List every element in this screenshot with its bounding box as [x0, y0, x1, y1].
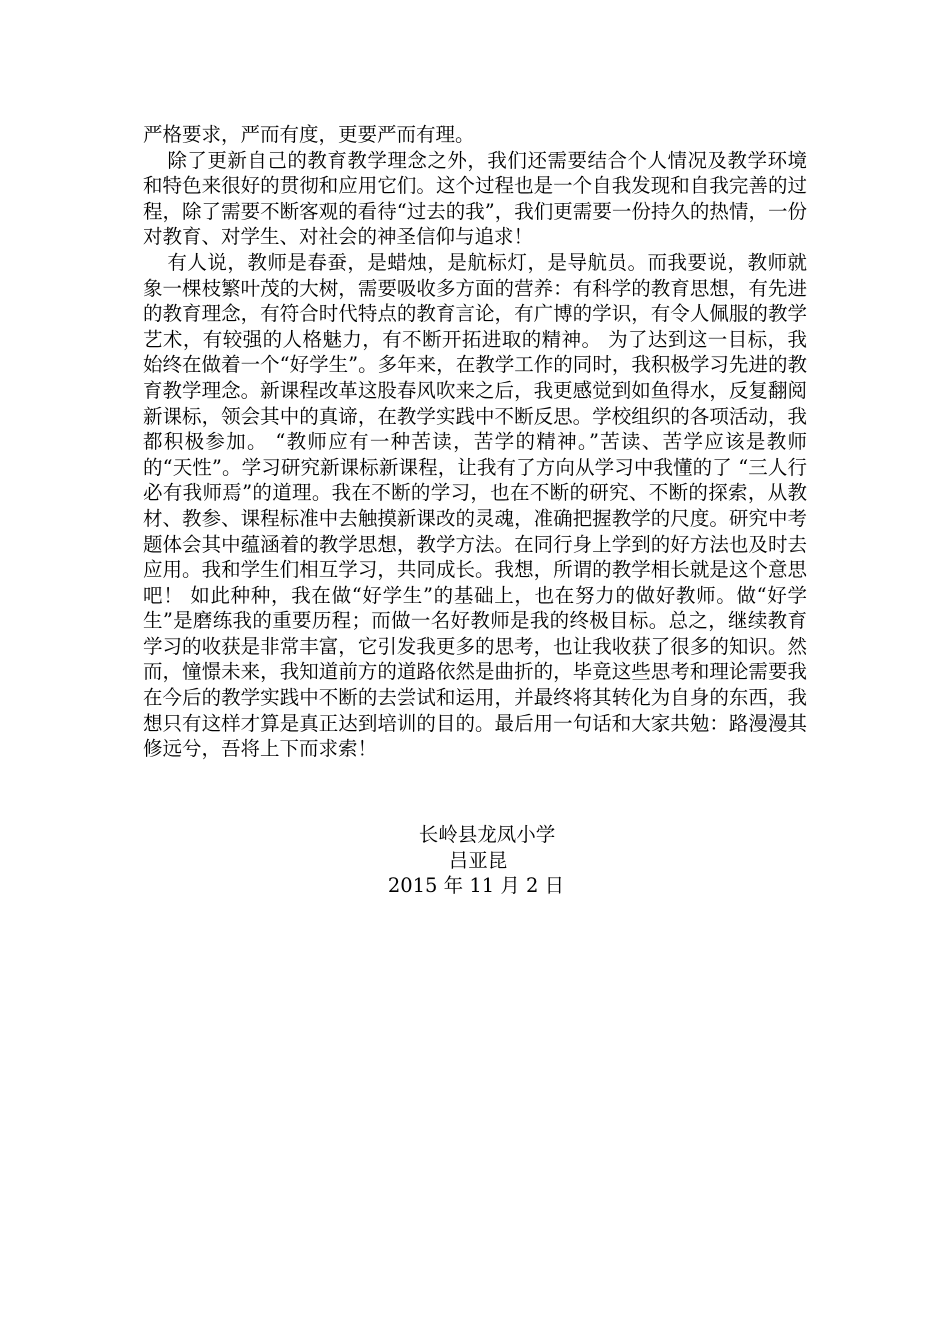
paragraph-education-philosophy: 除了更新自己的教育教学理念之外，我们还需要结合个人情况及教学环境和特色来很好的贯彻和应用它们。这个过程也是一个自我发现和自我完善的过程，除了需要不断客观的看待“过去的我”，我们更需要一份持久的热情，一份对教育、对学生、对社会的神圣信仰与追求！: [143, 148, 807, 249]
paragraph-continuation: 严格要求，严而有度，更要严而有理。: [143, 123, 475, 146]
signature-name: 吕亚昆: [448, 848, 508, 872]
paragraph-teacher-growth: 有人说，教师是春蚕，是蜡烛，是航标灯，是导航员。而我要说，教师就象一棵枝繁叶茂的大树，需要吸收多方面的营养：有科学的教育思想，有先进的教育理念，有符合时代特点的教育言论，有广博的学识，有令人佩服的教学艺术，有较强的人格魅力，有不断开拓进取的精神。 为了达到这一目标，我始终在做着一个“好学生”。多年来，在教学工作的同时，我积极学习先进的教育教学理念。新课程改革这股春风吹来之后，我更感觉到如鱼得水，反复翻阅新课标，领会其中的真谛，在教学实践中不断反思。学校组织的各项活动，我都积极参加。 “教师应有一种苦读，苦学的精神。”苦读、苦学应该是教师的“天性”。学习研究新课标新课程，让我有了方向从学习中我懂的了 “三人行必有我师焉”的道理。我在不断的学习，也在不断的研究、不断的探索，从教材、教参、课程标准中去触摸新课改的灵魂，准确把握教学的尺度。研究中考题体会其中蕴涵着的教学思想，教学方法。在同行身上学到的好方法也及时去应用。我和学生们相互学习，共同成长。我想，所谓的教学相长就是这个意思吧！ 如此种种，我在做“好学生”的基础上，也在努力的做好教师。做“好学生”是磨练我的重要历程；而做一名好教师是我的终极目标。总之，继续教育学习的收获是非常丰富，它引发我更多的思考，也让我收获了很多的知识。然而，憧憬未来，我知道前方的道路依然是曲折的，毕竟这些思考和理论需要我在今后的教学实践中不断的去尝试和运用，并最终将其转化为自身的东西，我想只有这样才算是真正达到培训的目的。最后用一句话和大家共勉：路漫漫其修远兮，吾将上下而求索！: [143, 250, 807, 761]
signature-date: 2015 年 11 月 2 日: [387, 874, 565, 898]
signature-organization: 长岭县龙凤小学: [418, 823, 556, 846]
document-body: [143, 122, 807, 762]
signature-block: [143, 822, 807, 899]
